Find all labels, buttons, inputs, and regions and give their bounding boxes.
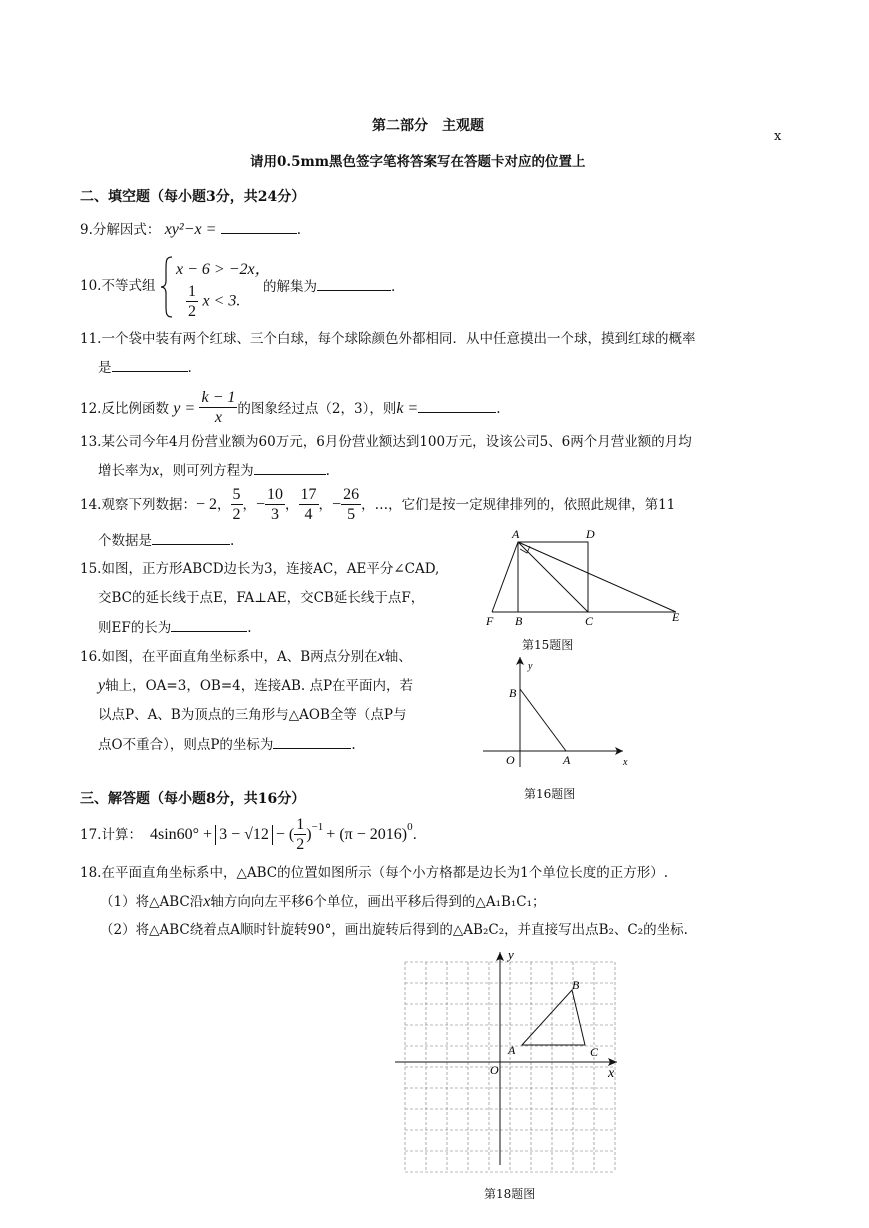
- q15-line3: [98, 617, 252, 638]
- q14-f2-den: 3: [271, 506, 280, 523]
- label-x: x: [608, 1066, 615, 1081]
- page-title: 第二部分 主观题: [372, 118, 484, 134]
- q16-figure: [480, 655, 640, 775]
- q14-f4-den: 5: [347, 506, 356, 523]
- q14-line2: [98, 530, 234, 551]
- q14-comma-3: ，: [285, 496, 299, 513]
- label-d: D: [586, 527, 595, 541]
- q13-end: .: [325, 463, 330, 479]
- q16-line4: [98, 734, 356, 755]
- q18-line2a: （1）将△ABC沿: [100, 894, 204, 910]
- q16-answer-blank[interactable]: [273, 734, 351, 749]
- q10-inequality-2: [186, 282, 240, 321]
- q17-exp1: −1: [311, 820, 324, 833]
- segment-ae: [518, 542, 676, 612]
- q9-end: .: [296, 222, 301, 238]
- label-o: O: [506, 753, 515, 767]
- q13-line2b: ，则可列方程为: [159, 463, 254, 479]
- section-heading-fill-blank: 二、填空题（每小题3分，共24分）: [80, 189, 306, 205]
- q16-line1b: 轴、: [384, 649, 412, 665]
- q16-line3: 以点P、A、B为顶点的三角形与△AOB全等（点P与: [98, 707, 407, 723]
- q14-end: .: [230, 533, 235, 549]
- q10-inequality-1: x − 6 > −2x，: [176, 261, 271, 278]
- q17-end: .: [412, 826, 417, 843]
- question-9: [80, 219, 301, 240]
- q12-y: y =: [173, 400, 196, 417]
- q10-suffix: [263, 276, 395, 297]
- q13-line2: [98, 460, 330, 481]
- q14-line2-text: 个数据是: [98, 533, 152, 549]
- segment-ab: [520, 689, 566, 751]
- q10-brace-icon: [160, 255, 174, 319]
- label-y: y: [508, 947, 514, 962]
- q14-comma-2: ，: [242, 496, 257, 513]
- label-c: C: [590, 1045, 599, 1059]
- label-a: A: [512, 527, 520, 541]
- q17-part1: 4sin60° +: [149, 825, 213, 843]
- instruction: 请用0.5mm黑色签字笔将答案写在答题卡对应的位置上: [250, 154, 586, 170]
- q16-end: .: [351, 737, 356, 753]
- label-b: B: [515, 614, 523, 628]
- q14-prefix: 14.观察下列数据：: [80, 496, 196, 513]
- q13-var: x: [152, 462, 160, 479]
- q10-frac-den: 2: [188, 303, 196, 320]
- q18-line3: （2）将△ABC绕着点A顺时针旋转90°，画出旋转后得到的△AB₂C₂，并直接写出点B₂、C₂的坐标.: [100, 922, 688, 938]
- label-a: A: [563, 753, 571, 767]
- q12-k: k =: [396, 400, 419, 417]
- q10-end: .: [391, 279, 396, 295]
- label-f: F: [486, 614, 494, 628]
- label-x: x: [623, 757, 628, 768]
- q9-prefix: 9.分解因式：: [80, 222, 161, 238]
- q12-frac-den: x: [214, 409, 222, 426]
- question-17: [80, 815, 417, 854]
- triangle-abc: [522, 990, 585, 1045]
- q14-comma-1: ，: [217, 496, 231, 513]
- q11-answer-blank[interactable]: [112, 357, 188, 372]
- q18-x: x: [203, 893, 211, 910]
- q12-prefix: 12.反比例函数: [80, 401, 169, 417]
- q13-line2a: 增长率为: [98, 463, 152, 479]
- q14-answer-blank[interactable]: [152, 530, 230, 545]
- q16-caption: 第16题图: [524, 787, 576, 801]
- q14-f3-den: 4: [304, 506, 313, 523]
- q13-line1: 13.某公司今年4月份营业额为60万元，6月份营业额达到100万元，设该公司5、6两个月营业额的月均: [80, 434, 692, 450]
- q10-suffix-text: 的解集为: [263, 279, 317, 295]
- q17-part2: − (: [275, 825, 295, 843]
- q16-line1: [80, 647, 412, 667]
- q12-mid: 的图象经过点（2，3），则: [237, 401, 397, 417]
- q11-end: .: [187, 360, 192, 376]
- q16-line2: [98, 676, 413, 696]
- q18-line1: 18.在平面直角坐标系中，△ABC的位置如图所示（每个小方格都是边长为1个单位长度的正方形）.: [80, 865, 668, 881]
- stray-mark: x: [774, 129, 782, 144]
- q14-f1-den: 2: [232, 506, 241, 523]
- label-b: B: [509, 686, 517, 700]
- q15-caption: 第15题图: [522, 638, 574, 652]
- label-o: O: [490, 1063, 499, 1077]
- q18-caption: 第18题图: [484, 1187, 536, 1201]
- q16-line4-text: 点O不重合），则点P的坐标为: [98, 737, 274, 753]
- q17-exp2: 0: [407, 820, 413, 833]
- q17-prefix: 17.计算：: [80, 826, 142, 843]
- q17-part4: + (π − 2016): [326, 825, 408, 843]
- label-e: E: [672, 610, 680, 624]
- q18-line2: [100, 892, 546, 912]
- q15-line3-text: 则EF的长为: [98, 620, 172, 636]
- q16-line1a: 16.如图，在平面直角坐标系中，A、B两点分别在: [80, 649, 378, 665]
- q14-tail: ，…，它们是按一定规律排列的，依照此规律，第11: [361, 496, 676, 513]
- q14-f1-num: 5: [232, 486, 241, 503]
- q15-line1: 15.如图，正方形ABCD边长为3，连接AC，AE平分∠CAD,: [80, 561, 440, 577]
- q12-frac-num: k − 1: [201, 389, 236, 406]
- q17-frac-den: 2: [296, 836, 305, 853]
- q10-answer-blank[interactable]: [317, 276, 391, 291]
- q15-end: .: [247, 620, 252, 636]
- q15-answer-blank[interactable]: [171, 617, 247, 632]
- label-a: A: [508, 1043, 516, 1057]
- segment-af: [492, 542, 518, 612]
- q14-neg-2: −: [332, 495, 342, 513]
- question-12: [80, 390, 501, 429]
- q17-part3: ): [306, 825, 312, 843]
- section-heading-solve: 三、解答题（每小题8分，共16分）: [80, 791, 306, 807]
- q11-line2: [98, 357, 192, 378]
- label-b: B: [572, 978, 580, 992]
- q14-comma-4: ，: [318, 496, 333, 513]
- q18-line2b: 轴方向向左平移6个单位，画出平移后得到的△A₁B₁C₁；: [210, 894, 546, 910]
- question-14: [80, 485, 675, 524]
- q9-expression: xy²−x =: [164, 221, 217, 238]
- q15-figure: [485, 525, 685, 630]
- q15-line2: 交BC的延长线于点E，FA⊥AE，交CB延长线于点F，: [98, 590, 425, 606]
- q10-inequality-2-rest: x < 3.: [202, 292, 241, 310]
- q12-answer-blank[interactable]: [418, 398, 496, 413]
- q10-prefix: 10.不等式组: [80, 278, 156, 294]
- q16-x: x: [377, 648, 385, 665]
- q17-frac-num: 1: [296, 816, 305, 833]
- grid-lines: [405, 962, 615, 1172]
- q10-frac-num: 1: [188, 283, 196, 300]
- q9-answer-blank[interactable]: [221, 219, 297, 234]
- q17-abs: 3 − √12: [215, 825, 273, 845]
- q14-neg-1: −: [256, 495, 266, 513]
- q16-y: y: [98, 677, 106, 694]
- q14-f2-num: 10: [267, 486, 284, 503]
- q11-line2-text: 是: [98, 360, 112, 376]
- q11-line1: 11.一个袋中装有两个红球、三个白球，每个球除颜色外都相同．从中任意摸出一个球，摸到红球的概率: [80, 331, 696, 347]
- q12-end: .: [496, 401, 501, 417]
- q16-line2-text: 轴上，OA=3，OB=4，连接AB. 点P在平面内，若: [105, 678, 414, 694]
- segment-ac: [518, 542, 588, 612]
- q14-f3-num: 17: [300, 486, 317, 503]
- label-y: y: [528, 661, 533, 672]
- q18-grid-figure: [395, 947, 625, 1170]
- q13-answer-blank[interactable]: [254, 460, 326, 475]
- q14-term-1: − 2: [195, 495, 218, 513]
- label-c: C: [585, 614, 594, 628]
- q14-f4-num: 26: [343, 486, 360, 503]
